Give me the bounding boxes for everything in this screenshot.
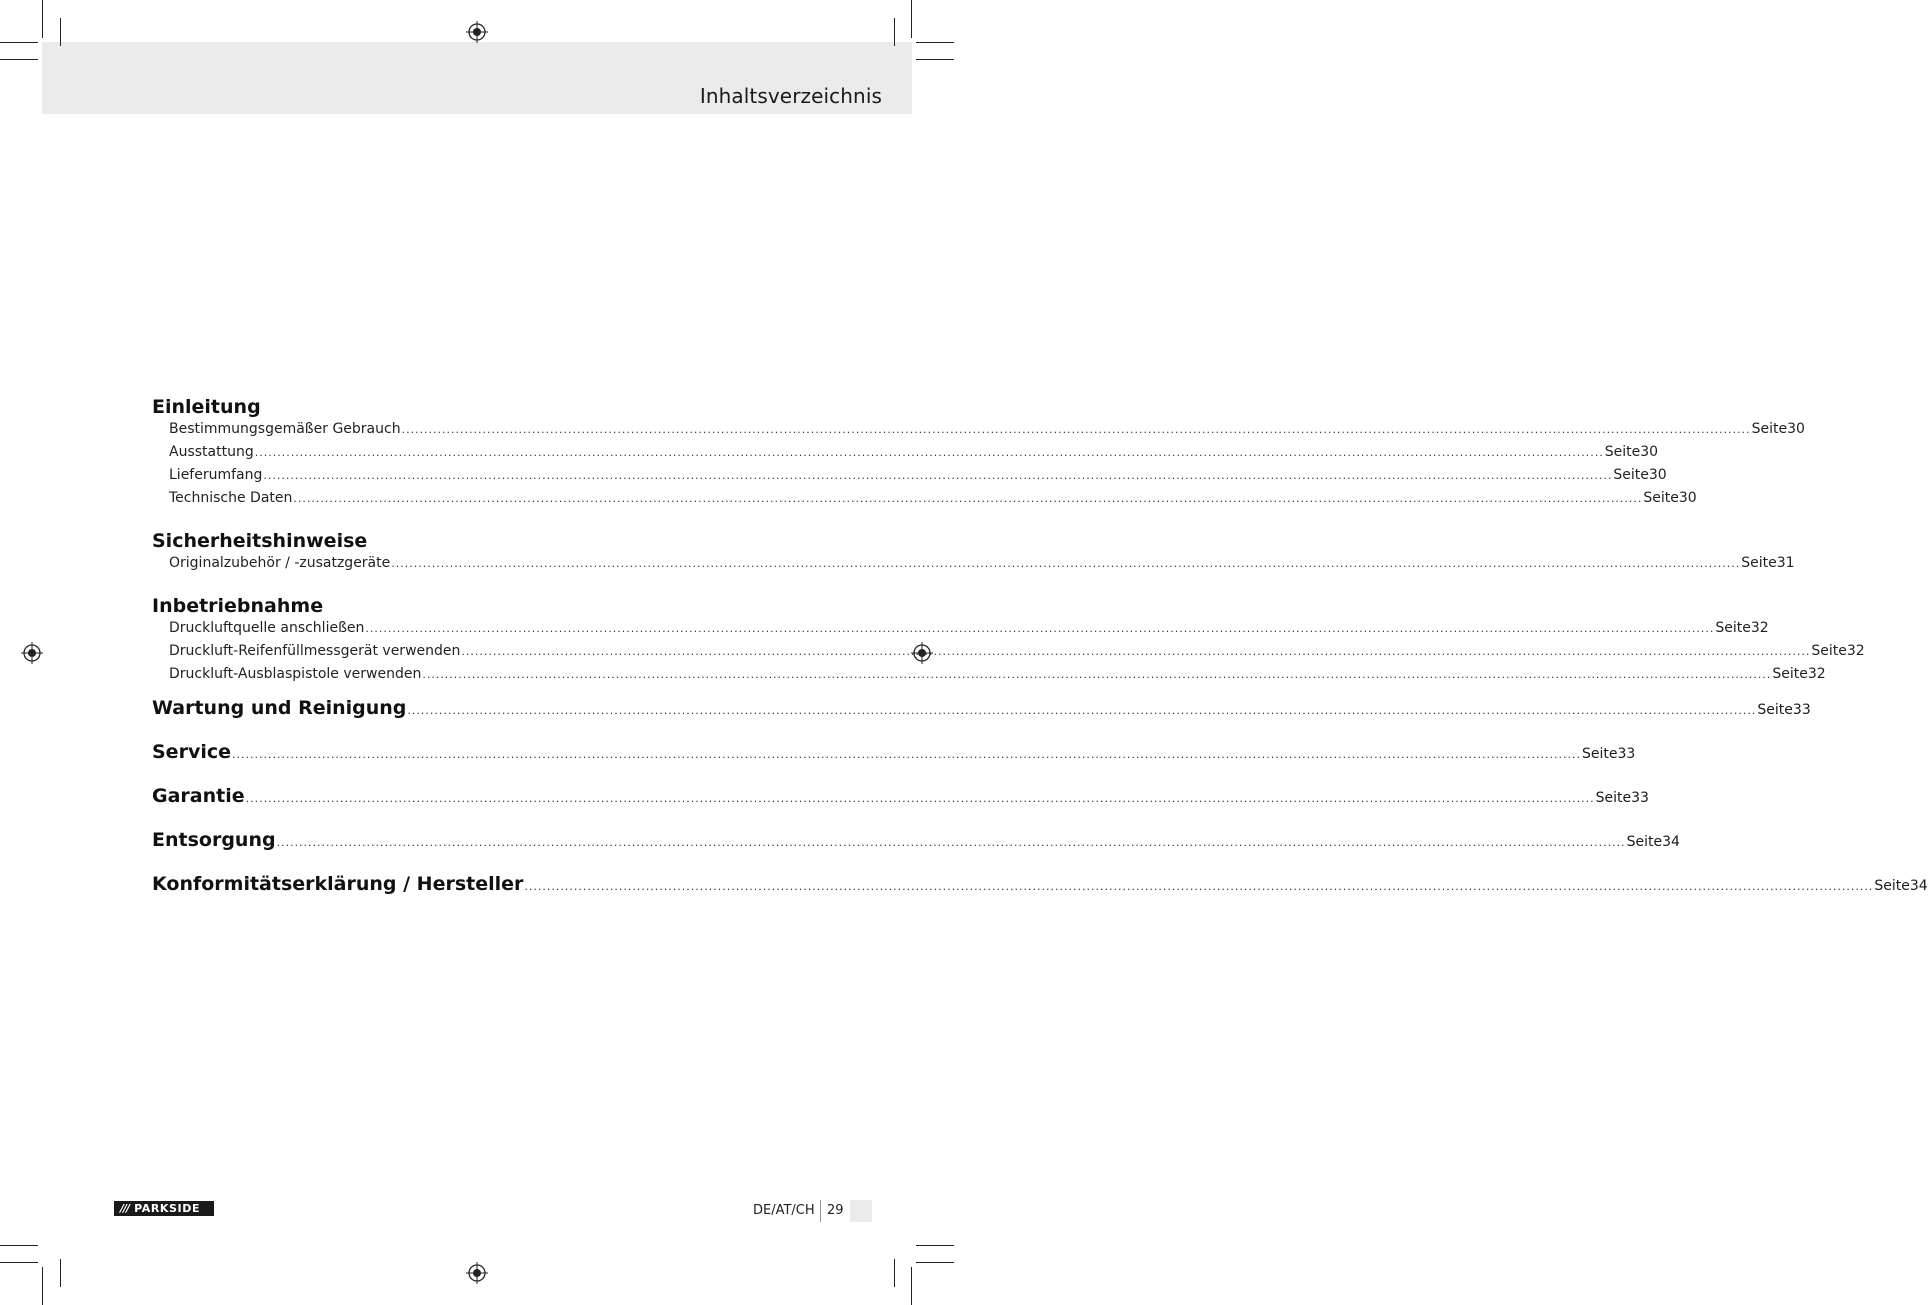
toc-main-entry[interactable]: Garantie ............................................................................................................................................................................................................................................................................................................ Seite 33	[152, 774, 785, 818]
toc-main-entry[interactable]: Wartung und Reinigung ............................................................................................................................................................................................................................................................................................................ Seite 33	[152, 686, 785, 730]
crop-mark	[911, 0, 912, 38]
crop-mark	[42, 1267, 43, 1305]
registration-mark-icon	[466, 21, 488, 43]
dot-leader: ............................................................................................................................................................................................................................................................................................................	[254, 446, 1604, 459]
section-title-sicherheitshinweise: Sicherheitshinweise	[152, 530, 368, 552]
crop-mark	[0, 59, 38, 60]
toc-entry[interactable]: Technische Daten ............................................................................................................................................................................................................................................................................................................ Seite 30	[152, 487, 785, 510]
dot-leader: ............................................................................................................................................................................................................................................................................................................	[263, 469, 1613, 482]
registration-mark-icon	[21, 642, 43, 664]
crop-mark	[916, 1262, 954, 1263]
crop-mark	[0, 42, 38, 43]
crop-mark	[0, 1262, 38, 1263]
toc-main-entry[interactable]: Konformitätserklärung / Hersteller ............................................................................................................................................................................................................................................................................................................ Seite 34	[152, 862, 785, 906]
crop-mark	[42, 0, 43, 38]
page-title: Inhaltsverzeichnis	[699, 84, 882, 108]
dot-leader: ............................................................................................................................................................................................................................................................................................................	[407, 704, 1757, 717]
toc-entry[interactable]: Druckluft-Ausblaspistole verwenden ............................................................................................................................................................................................................................................................................................................ Seite 32	[152, 663, 785, 686]
crop-mark	[894, 1259, 895, 1287]
dot-leader: ............................................................................................................................................................................................................................................................................................................	[276, 836, 1626, 849]
dot-leader: ............................................................................................................................................................................................................................................................................................................	[524, 880, 1874, 893]
toc-entry[interactable]: Bestimmungsgemäßer Gebrauch ............................................................................................................................................................................................................................................................................................................ Seite 30	[152, 418, 785, 441]
crop-mark	[911, 1267, 912, 1305]
crop-mark	[0, 1245, 38, 1246]
toc-entry[interactable]: Druckluft-Reifenfüllmessgerät verwenden ............................................................................................................................................................................................................................................................................................................ Seite 32	[152, 640, 785, 663]
dot-leader: ............................................................................................................................................................................................................................................................................................................	[245, 792, 1595, 805]
footer-divider	[820, 1200, 821, 1222]
crop-mark	[916, 1245, 954, 1246]
dot-leader: ............................................................................................................................................................................................................................................................................................................	[293, 492, 1643, 505]
crop-mark	[60, 1259, 61, 1287]
dot-leader: ............................................................................................................................................................................................................................................................................................................	[232, 748, 1581, 761]
section-title-inbetriebnahme: Inbetriebnahme	[152, 595, 324, 617]
crop-mark	[916, 42, 954, 43]
table-of-contents	[152, 396, 1928, 906]
crop-mark	[60, 18, 61, 46]
brand-logo: /// PARKSIDE	[114, 1201, 214, 1216]
page-number: 29	[827, 1203, 844, 1218]
toc-main-entry[interactable]: Service ............................................................................................................................................................................................................................................................................................................ Seite 33	[152, 730, 785, 774]
toc-entry[interactable]: Druckluftquelle anschließen ............................................................................................................................................................................................................................................................................................................ Seite 32	[152, 617, 785, 640]
toc-entry[interactable]: Originalzubehör / -zusatzgeräte ............................................................................................................................................................................................................................................................................................................ Seite 31	[152, 552, 785, 575]
footer-page-box	[850, 1200, 872, 1222]
section-title-einleitung: Einleitung	[152, 396, 261, 418]
dot-leader: ............................................................................................................................................................................................................................................................................................................	[365, 622, 1715, 635]
toc-entry[interactable]: Ausstattung ............................................................................................................................................................................................................................................................................................................ Seite 30	[152, 441, 785, 464]
toc-entry[interactable]: Lieferumfang ............................................................................................................................................................................................................................................................................................................ Seite 30	[152, 464, 785, 487]
dot-leader: ............................................................................................................................................................................................................................................................................................................	[401, 423, 1751, 436]
crop-mark	[916, 59, 954, 60]
toc-main-entry[interactable]: Entsorgung ............................................................................................................................................................................................................................................................................................................ Seite 34	[152, 818, 785, 862]
dot-leader: ............................................................................................................................................................................................................................................................................................................	[391, 557, 1741, 570]
footer-language-code: DE/AT/CH	[753, 1203, 815, 1218]
dot-leader: ............................................................................................................................................................................................................................................................................................................	[422, 668, 1772, 681]
registration-mark-icon	[466, 1262, 488, 1284]
crop-mark	[894, 18, 895, 46]
dot-leader: ............................................................................................................................................................................................................................................................................................................	[461, 645, 1811, 658]
